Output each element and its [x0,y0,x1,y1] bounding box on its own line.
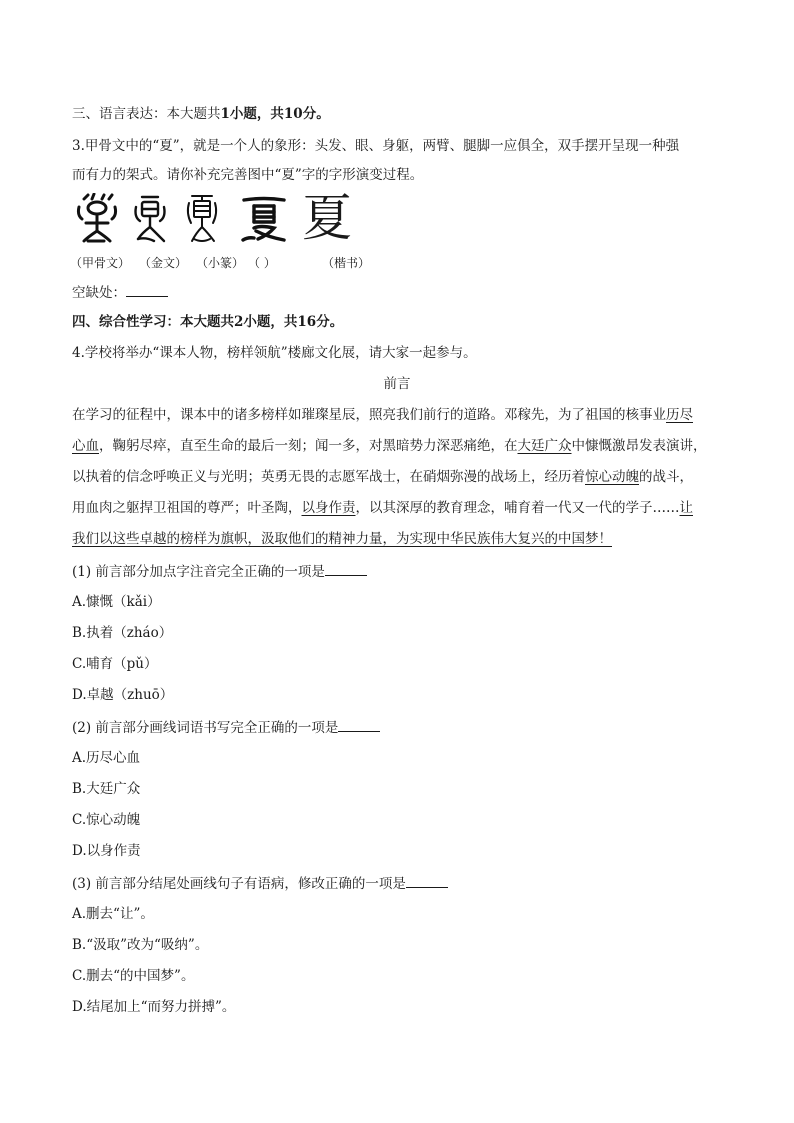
section-4-heading [72,312,343,332]
q4-sub1-option-d: D.卓越（zhuō） [72,687,174,703]
preface-text: ，以其深厚的教育理念，哺育着一代又一代的学子…… [355,500,680,516]
section-4-question-count: 2 [234,314,244,330]
preface-title: 前言 [383,376,411,392]
q4-sub3-option-c: C.删去“的中国梦”。 [72,968,195,984]
q4-sub2-option-c: C.惊心动魄 [72,812,141,828]
preface-line-5 [72,529,612,549]
caption-kaishu: （楷书） [322,256,371,270]
q4-sub2-stem [72,717,380,738]
section-3-question-count: 1 [220,106,230,122]
underlined-word-xinxue: 心血 [72,438,99,454]
preface-text: 用血肉之躯捍卫祖国的尊严；叶圣陶， [72,500,302,516]
q4-sub2-answer-blank[interactable] [338,717,380,732]
section-3-score: 10 [283,106,303,122]
q4-sub1-option-c: C.哺育（pǔ） [72,656,158,672]
lishu-xia-glyph [240,193,288,245]
kaishu-xia-glyph [302,190,352,246]
section-4-score: 16 [297,314,317,330]
q4-sub3-option-a: A.删去“让”。 [72,906,154,922]
section-3-heading-mid: 小题，共 [229,106,284,122]
preface-text: 中慷慨激昂发表演讲， [571,438,707,454]
q4-sub3-answer-blank[interactable] [406,873,448,888]
q4-sub1-option-a: A.慷慨（kǎi） [72,594,161,610]
preface-text: 的战斗， [639,469,693,485]
q4-sub2-stem-text: (2) 前言部分画线词语书写完全正确的一项是 [72,720,339,736]
preface-line-3 [72,467,693,487]
underlined-word-datingguangzhong: 大廷广众 [517,438,572,454]
underlined-word-jingxindongpo: 惊心动魄 [585,469,639,485]
section-3-heading-text: 三、语言表达：本大题共 [72,106,221,122]
q3-answer-blank[interactable] [126,282,168,297]
q3-line-1: 3.甲骨文中的“夏”，就是一个人的象形：头发、眼、身躯，两臂、腿脚一应俱全，双手摆开呈现一种强 [72,138,680,154]
q4-sub1-stem-text: (1) 前言部分加点字注音完全正确的一项是 [72,564,325,580]
section-4-heading-text: 四、综合性学习：本大题共 [72,314,234,330]
q4-sub2-option-a: A.历尽心血 [72,750,141,766]
caption-xiaozhuan: （小篆） [196,256,245,270]
q3-blank-line [72,282,168,303]
caption-jiaguwen: （甲骨文） [70,256,131,270]
q4-sub3-stem [72,873,448,894]
q4-sub1-option-b: B.执着（zháo） [72,625,173,641]
caption-jinwen: （金文） [139,256,188,270]
preface-line-1 [72,405,693,425]
underlined-sentence: 我们以这些卓越的榜样为旗帜，汲取他们的精神力量，为实现中华民族伟大复兴的中国梦！ [72,531,612,547]
q4-sub3-option-d: D.结尾加上“而努力拼搏”。 [72,999,236,1015]
preface-line-2 [72,436,707,456]
section-4-heading-mid: 小题，共 [243,314,298,330]
q4-sub2-option-d: D.以身作责 [72,843,141,859]
q4-sub1-answer-blank[interactable] [325,561,367,576]
caption-blank: （ ） [248,256,276,270]
q4-intro: 4.学校将举办“课本人物，榜样领航”楼廊文化展，请大家一起参与。 [72,345,477,361]
preface-text: 在学习的征程中，课本中的诸多榜样如璀璨星辰，照亮我们前行的道路。邓稼先，为了祖国的核事业 [72,407,666,423]
preface-line-4 [72,498,693,518]
q4-sub3-option-b: B.“汲取”改为“吸纳”。 [72,937,209,953]
q4-sub1-stem [72,561,367,582]
q4-sub2-option-b: B.大廷广众 [72,781,141,797]
underlined-sentence-start: 让 [679,500,693,516]
jiaguwen-xia-glyph [76,193,118,245]
jinwen-xia-glyph [132,193,168,245]
section-3-heading [72,104,330,124]
underlined-word-lijin: 历尽 [666,407,693,423]
q3-blank-label: 空缺处： [72,285,126,301]
xiaozhuan-xia-glyph [184,193,220,245]
kaishu-xia-character: 夏 [302,189,352,247]
preface-text: 以执着的信念呼唤正义与光明；英勇无畏的志愿军战士，在硝烟弥漫的战场上，经历着 [72,469,585,485]
underlined-word-yishenzuoze: 以身作责 [301,500,356,516]
preface-text: ，鞠躬尽瘁，直至生命的最后一刻；闻一多，对黑暗势力深恶痛绝，在 [99,438,518,454]
section-3-heading-suffix: 分。 [302,106,330,122]
q3-line-2: 而有力的架式。请你补充完善图中“夏”字的字形演变过程。 [72,167,424,183]
q4-sub3-stem-text: (3) 前言部分结尾处画线句子有语病，修改正确的一项是 [72,876,406,892]
section-4-heading-suffix: 分。 [316,314,344,330]
